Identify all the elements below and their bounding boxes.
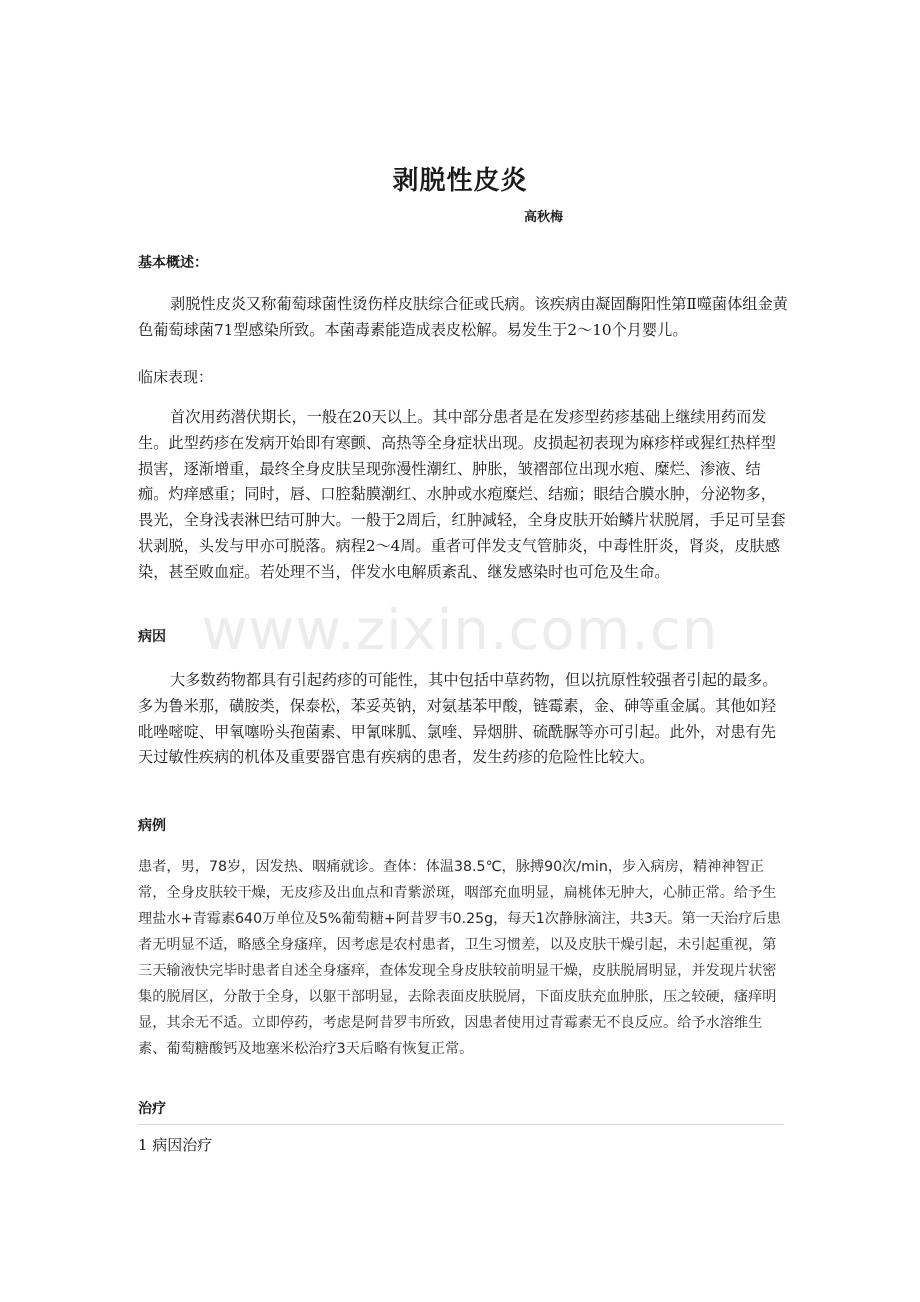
- heading-cause: 病因: [138, 629, 166, 645]
- cause-paragraph: 大多数药物都具有引起药疹的可能性，其中包括中草药物，但以抗原性较强者引起的最多。多为鲁米那，磺胺类，保泰松，苯妥英钠，对氨基苯甲酸，链霉素，金、砷等重金属。其他如羟吡唑嘧啶、甲氧噻吩头孢菌素、甲氰咪胍、氯喹、异烟肼、硫酰脲等亦可引起。此外，对患有先天过敏性疾病的机体及重要器官患有疾病的患者，发生药疹的危险性比较大。: [138, 671, 778, 767]
- heading-clinical: 临床表现：: [138, 368, 214, 386]
- document-title: 剥脱性皮炎: [392, 166, 528, 196]
- heading-treatment: 治疗: [138, 1101, 166, 1117]
- treatment-subheading: 1 病因治疗: [138, 1136, 213, 1154]
- case-paragraph: 患者，男，78岁，因发热、咽痛就诊。查体：体温38.5℃，脉搏90次/min，步入病房，精神神智正常，全身皮肤较干燥，无皮疹及出血点和青紫淤斑，咽部充血明显，扁桃体无肿大，心肺正常。给予生理盐水+青霉素640万单位及5%葡萄糖+阿昔罗韦0.25g，每天1次静脉滴注，共3天。第一天治疗后患者无明显不适，略感全身瘙痒，因考虑是农村患者，卫生习惯差，以及皮肤干燥引起，未引起重视，第三天输液快完毕时患者自述全身瘙痒，查体发现全身皮肤较前明显干燥，皮肤脱屑明显，并发现片状密集的脱屑区，分散于全身，以躯干部明显，去除表面皮肤脱屑，下面皮肤充血肿胀，压之较硬，瘙痒明显，其余无不适。立即停药，考虑是阿昔罗韦所致，因患者使用过青霉素无不良反应。给予水溶维生素、葡萄糖酸钙及地塞米松治疗3天后略有恢复正常。: [138, 859, 781, 1057]
- watermark-text: www.zixin.com.cn: [201, 598, 719, 663]
- clinical-paragraph: 首次用药潜伏期长，一般在20天以上。其中部分患者是在发疹型药疹基础上继续用药而发生。此型药疹在发病开始即有寒颤、高热等全身症状出现。皮损起初表现为麻疹样或猩红热样型损害，逐渐增重，最终全身皮肤呈现弥漫性潮红、肿胀，皱褶部位出现水疱、糜烂、渗液、结痂。灼痒感重；同时，唇、口腔黏膜潮红、水肿或水疱糜烂、结痂；眼结合膜水肿，分泌物多，畏光，全身浅表淋巴结可肿大。一般于2周后，红肿减轻，全身皮肤开始鳞片状脱屑，手足可呈套状剥脱，头发与甲亦可脱落。病程2～4周。重者可伴发支气管肺炎，中毒性肝炎，肾炎，皮肤感染，甚至败血症。若处理不当，伴发水电解质紊乱、继发感染时也可危及生命。: [138, 408, 786, 581]
- section-divider: [138, 1124, 784, 1125]
- author-name: 高秋梅: [524, 210, 564, 225]
- heading-overview: 基本概述：: [138, 255, 208, 271]
- overview-paragraph: 剥脱性皮炎又称葡萄球菌性烫伤样皮肤综合征或氏病。该疾病由凝固酶阳性第Ⅱ噬菌体组金黄色葡萄球菌71型感染所致。本菌毒素能造成表皮松解。易发生于2～10个月婴儿。: [138, 295, 788, 339]
- heading-case: 病例: [138, 818, 166, 834]
